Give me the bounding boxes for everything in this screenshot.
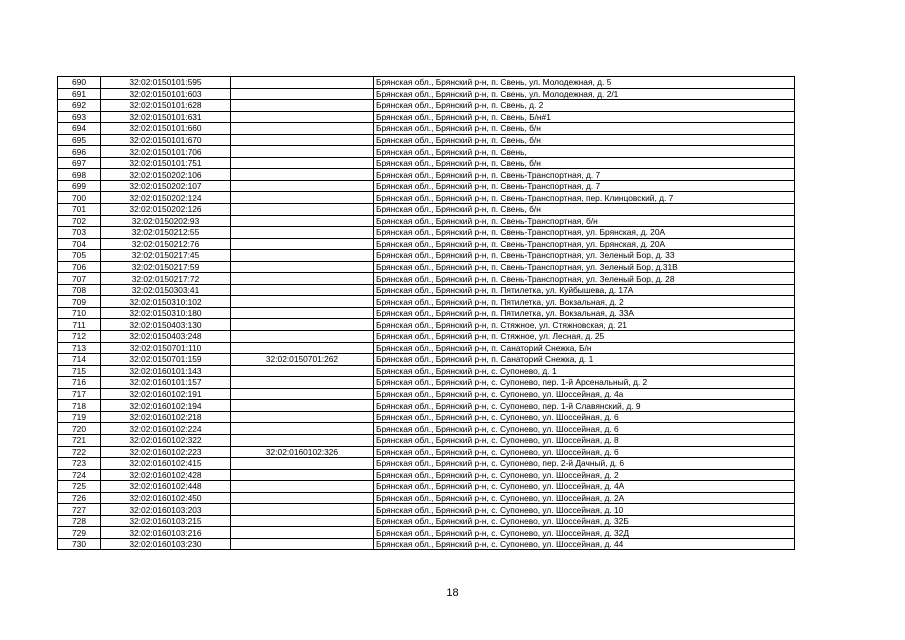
row-number-cell: 714 (58, 354, 101, 366)
table-row (58, 388, 795, 400)
table-row (58, 146, 795, 158)
cadastral-number-cell: 32:02:0150701:110 (101, 342, 231, 354)
table-row (58, 400, 795, 412)
table-row (58, 284, 795, 296)
address-cell: Брянская обл., Брянский р-н, п. Свень-Транспортная, б/н (374, 215, 795, 227)
cadastral-number-cell: 32:02:0150101:751 (101, 157, 231, 169)
table-row (58, 261, 795, 273)
table-row (58, 111, 795, 123)
linked-cadastral-number-cell (231, 307, 374, 319)
linked-cadastral-number-cell (231, 504, 374, 516)
address-cell: Брянская обл., Брянский р-н, п. Санаторий Снежка, д. 1 (374, 354, 795, 366)
cadastral-number-cell: 32:02:0160101:157 (101, 377, 231, 389)
address-cell: Брянская обл., Брянский р-н, с. Супонево, пер. 1-й Славянский, д. 9 (374, 400, 795, 412)
address-cell: Брянская обл., Брянский р-н, п. Свень, б/н (374, 204, 795, 216)
table-row (58, 134, 795, 146)
linked-cadastral-number-cell (231, 134, 374, 146)
row-number-cell: 709 (58, 296, 101, 308)
linked-cadastral-number-cell (231, 377, 374, 389)
linked-cadastral-number-cell (231, 411, 374, 423)
cadastral-number-cell: 32:02:0150101:631 (101, 111, 231, 123)
address-cell: Брянская обл., Брянский р-н, с. Супонево, ул. Шоссейная, д. 8 (374, 434, 795, 446)
row-number-cell: 722 (58, 446, 101, 458)
linked-cadastral-number-cell (231, 157, 374, 169)
table-row (58, 515, 795, 527)
address-cell: Брянская обл., Брянский р-н, п. Свень, Б/н#1 (374, 111, 795, 123)
address-cell: Брянская обл., Брянский р-н, с. Супонево, ул. Шоссейная, д. 2 (374, 469, 795, 481)
table-row (58, 123, 795, 135)
table-row (58, 100, 795, 112)
cadastral-number-cell: 32:02:0150701:159 (101, 354, 231, 366)
row-number-cell: 726 (58, 492, 101, 504)
table-row (58, 215, 795, 227)
row-number-cell: 727 (58, 504, 101, 516)
cadastral-number-cell: 32:02:0150310:102 (101, 296, 231, 308)
table-row (58, 157, 795, 169)
cadastral-number-cell: 32:02:0150403:130 (101, 319, 231, 331)
linked-cadastral-number-cell (231, 146, 374, 158)
address-cell: Брянская обл., Брянский р-н, п. Свень-Транспортная, ул. Зеленый Бор, д.31В (374, 261, 795, 273)
linked-cadastral-number-cell (231, 423, 374, 435)
cadastral-number-cell: 32:02:0160102:191 (101, 388, 231, 400)
cadastral-number-cell: 32:02:0150101:603 (101, 88, 231, 100)
row-number-cell: 725 (58, 481, 101, 493)
row-number-cell: 712 (58, 331, 101, 343)
cadastral-number-cell: 32:02:0150202:124 (101, 192, 231, 204)
address-cell: Брянская обл., Брянский р-н, с. Супонево, пер. 1-й Арсенальный, д. 2 (374, 377, 795, 389)
row-number-cell: 696 (58, 146, 101, 158)
linked-cadastral-number-cell (231, 204, 374, 216)
row-number-cell: 705 (58, 250, 101, 262)
address-cell: Брянская обл., Брянский р-н, с. Супонево, ул. Шоссейная, д. 10 (374, 504, 795, 516)
linked-cadastral-number-cell (231, 538, 374, 550)
cadastral-number-cell: 32:02:0160102:415 (101, 458, 231, 470)
address-cell: Брянская обл., Брянский р-н, с. Супонево, ул. Шоссейная, д. 6 (374, 423, 795, 435)
table-row (58, 250, 795, 262)
address-cell: Брянская обл., Брянский р-н, с. Супонево, ул. Шоссейная, д. 32Б (374, 515, 795, 527)
linked-cadastral-number-cell (231, 469, 374, 481)
cadastral-number-cell: 32:02:0150403:248 (101, 331, 231, 343)
row-number-cell: 721 (58, 434, 101, 446)
table-row (58, 446, 795, 458)
table-row (58, 492, 795, 504)
linked-cadastral-number-cell (231, 273, 374, 285)
row-number-cell: 695 (58, 134, 101, 146)
linked-cadastral-number-cell (231, 388, 374, 400)
address-cell: Брянская обл., Брянский р-н, п. Свень, ул. Молодежная, д. 2/1 (374, 88, 795, 100)
page-number: 18 (446, 587, 459, 599)
cadastral-number-cell: 32:02:0160102:322 (101, 434, 231, 446)
linked-cadastral-number-cell (231, 284, 374, 296)
cadastral-number-cell: 32:02:0160102:224 (101, 423, 231, 435)
address-cell: Брянская обл., Брянский р-н, п. Свень, б/н (374, 123, 795, 135)
cadastral-number-cell: 32:02:0150217:45 (101, 250, 231, 262)
address-cell: Брянская обл., Брянский р-н, п. Стяжное, ул. Лесная, д. 25 (374, 331, 795, 343)
cadastral-number-cell: 32:02:0150217:72 (101, 273, 231, 285)
linked-cadastral-number-cell: 32:02:0160102:326 (231, 446, 374, 458)
cadastral-number-cell: 32:02:0150101:595 (101, 77, 231, 89)
table-row (58, 538, 795, 550)
linked-cadastral-number-cell (231, 434, 374, 446)
linked-cadastral-number-cell (231, 481, 374, 493)
row-number-cell: 697 (58, 157, 101, 169)
cadastral-number-cell: 32:02:0150310:180 (101, 307, 231, 319)
cadastral-number-cell: 32:02:0150217:59 (101, 261, 231, 273)
cadastral-number-cell: 32:02:0150101:660 (101, 123, 231, 135)
cadastral-number-cell: 32:02:0150202:93 (101, 215, 231, 227)
address-cell: Брянская обл., Брянский р-н, п. Стяжное, ул. Стяжновская, д. 21 (374, 319, 795, 331)
row-number-cell: 730 (58, 538, 101, 550)
address-cell: Брянская обл., Брянский р-н, п. Свень, (374, 146, 795, 158)
linked-cadastral-number-cell (231, 77, 374, 89)
table-row (58, 354, 795, 366)
table-row (58, 319, 795, 331)
table-row (58, 377, 795, 389)
table-row (58, 434, 795, 446)
row-number-cell: 729 (58, 527, 101, 539)
row-number-cell: 704 (58, 238, 101, 250)
row-number-cell: 728 (58, 515, 101, 527)
table-row (58, 169, 795, 181)
address-cell: Брянская обл., Брянский р-н, с. Супонево, ул. Шоссейная, д. 6 (374, 446, 795, 458)
linked-cadastral-number-cell (231, 365, 374, 377)
table-row (58, 296, 795, 308)
table-body (58, 77, 795, 550)
cadastral-number-cell: 32:02:0160102:218 (101, 411, 231, 423)
table-row (58, 469, 795, 481)
row-number-cell: 698 (58, 169, 101, 181)
address-cell: Брянская обл., Брянский р-н, п. Свень-Транспортная, пер. Клинцовский, д. 7 (374, 192, 795, 204)
linked-cadastral-number-cell (231, 296, 374, 308)
linked-cadastral-number-cell (231, 123, 374, 135)
cadastral-number-cell: 32:02:0150101:706 (101, 146, 231, 158)
row-number-cell: 690 (58, 77, 101, 89)
cadastral-number-cell: 32:02:0150212:76 (101, 238, 231, 250)
cadastral-number-cell: 32:02:0150202:107 (101, 180, 231, 192)
row-number-cell: 711 (58, 319, 101, 331)
linked-cadastral-number-cell (231, 238, 374, 250)
linked-cadastral-number-cell (231, 169, 374, 181)
cadastral-number-cell: 32:02:0160103:230 (101, 538, 231, 550)
linked-cadastral-number-cell (231, 261, 374, 273)
address-cell: Брянская обл., Брянский р-н, п. Свень, б/н (374, 157, 795, 169)
table-row (58, 411, 795, 423)
linked-cadastral-number-cell (231, 331, 374, 343)
linked-cadastral-number-cell (231, 492, 374, 504)
linked-cadastral-number-cell (231, 192, 374, 204)
cadastral-number-cell: 32:02:0160102:223 (101, 446, 231, 458)
address-cell: Брянская обл., Брянский р-н, с. Супонево, д. 1 (374, 365, 795, 377)
linked-cadastral-number-cell (231, 215, 374, 227)
table-row (58, 527, 795, 539)
table-row (58, 88, 795, 100)
linked-cadastral-number-cell (231, 458, 374, 470)
table-row (58, 504, 795, 516)
cadastral-number-cell: 32:02:0150212:55 (101, 227, 231, 239)
row-number-cell: 694 (58, 123, 101, 135)
row-number-cell: 708 (58, 284, 101, 296)
linked-cadastral-number-cell (231, 342, 374, 354)
row-number-cell: 701 (58, 204, 101, 216)
cadastral-number-cell: 32:02:0160102:428 (101, 469, 231, 481)
address-cell: Брянская обл., Брянский р-н, п. Свень, ул. Молодежная, д. 5 (374, 77, 795, 89)
row-number-cell: 723 (58, 458, 101, 470)
table-row (58, 180, 795, 192)
row-number-cell: 719 (58, 411, 101, 423)
address-cell: Брянская обл., Брянский р-н, п. Свень-Транспортная, ул. Брянская, д. 20А (374, 238, 795, 250)
row-number-cell: 706 (58, 261, 101, 273)
address-cell: Брянская обл., Брянский р-н, с. Супонево, ул. Шоссейная, д. 2А (374, 492, 795, 504)
table-row (58, 204, 795, 216)
linked-cadastral-number-cell (231, 100, 374, 112)
linked-cadastral-number-cell (231, 250, 374, 262)
address-cell: Брянская обл., Брянский р-н, п. Свень-Транспортная, д. 7 (374, 169, 795, 181)
table-row (58, 238, 795, 250)
address-cell: Брянская обл., Брянский р-н, с. Супонево, ул. Шоссейная, д. 32Д (374, 527, 795, 539)
row-number-cell: 702 (58, 215, 101, 227)
row-number-cell: 713 (58, 342, 101, 354)
address-cell: Брянская обл., Брянский р-н, с. Супонево, ул. Шоссейная, д. 6 (374, 411, 795, 423)
cadastral-number-cell: 32:02:0160102:450 (101, 492, 231, 504)
row-number-cell: 707 (58, 273, 101, 285)
row-number-cell: 693 (58, 111, 101, 123)
address-cell: Брянская обл., Брянский р-н, с. Супонево, ул. Шоссейная, д. 44 (374, 538, 795, 550)
address-cell: Брянская обл., Брянский р-н, п. Пятилетка, ул. Вокзальная, д. 33А (374, 307, 795, 319)
cadastral-number-cell: 32:02:0150101:628 (101, 100, 231, 112)
cadastral-number-cell: 32:02:0160103:215 (101, 515, 231, 527)
table-row (58, 307, 795, 319)
address-cell: Брянская обл., Брянский р-н, п. Свень-Транспортная, д. 7 (374, 180, 795, 192)
table-row (58, 331, 795, 343)
linked-cadastral-number-cell (231, 111, 374, 123)
linked-cadastral-number-cell (231, 400, 374, 412)
cadastral-number-cell: 32:02:0150202:126 (101, 204, 231, 216)
cadastral-number-cell: 32:02:0150303:41 (101, 284, 231, 296)
table-row (58, 365, 795, 377)
address-cell: Брянская обл., Брянский р-н, п. Свень, б/н (374, 134, 795, 146)
row-number-cell: 716 (58, 377, 101, 389)
table-row (58, 423, 795, 435)
linked-cadastral-number-cell (231, 319, 374, 331)
row-number-cell: 724 (58, 469, 101, 481)
row-number-cell: 715 (58, 365, 101, 377)
row-number-cell: 699 (58, 180, 101, 192)
address-cell: Брянская обл., Брянский р-н, с. Супонево, ул. Шоссейная, д. 4а (374, 388, 795, 400)
cadastral-number-cell: 32:02:0160101:143 (101, 365, 231, 377)
linked-cadastral-number-cell (231, 527, 374, 539)
row-number-cell: 691 (58, 88, 101, 100)
row-number-cell: 710 (58, 307, 101, 319)
cadastral-number-cell: 32:02:0160102:448 (101, 481, 231, 493)
table-row (58, 192, 795, 204)
table-row (58, 458, 795, 470)
address-cell: Брянская обл., Брянский р-н, п. Свень-Транспортная, ул. Зеленый Бор, д. 33 (374, 250, 795, 262)
address-cell: Брянская обл., Брянский р-н, с. Супонево, пер. 2-й Дачный, д. 6 (374, 458, 795, 470)
table-row (58, 481, 795, 493)
row-number-cell: 720 (58, 423, 101, 435)
cadastral-table (57, 76, 795, 550)
address-cell: Брянская обл., Брянский р-н, п. Свень, д. 2 (374, 100, 795, 112)
cadastral-number-cell: 32:02:0160103:216 (101, 527, 231, 539)
table-row (58, 273, 795, 285)
address-cell: Брянская обл., Брянский р-н, п. Пятилетка, ул. Куйбышева, д. 17А (374, 284, 795, 296)
linked-cadastral-number-cell (231, 180, 374, 192)
row-number-cell: 703 (58, 227, 101, 239)
linked-cadastral-number-cell (231, 88, 374, 100)
row-number-cell: 692 (58, 100, 101, 112)
address-cell: Брянская обл., Брянский р-н, п. Санаторий Снежка, Б/н (374, 342, 795, 354)
row-number-cell: 700 (58, 192, 101, 204)
table-row (58, 227, 795, 239)
cadastral-number-cell: 32:02:0150202:106 (101, 169, 231, 181)
row-number-cell: 717 (58, 388, 101, 400)
cadastral-number-cell: 32:02:0150101:670 (101, 134, 231, 146)
row-number-cell: 718 (58, 400, 101, 412)
linked-cadastral-number-cell (231, 515, 374, 527)
table-row (58, 77, 795, 89)
address-cell: Брянская обл., Брянский р-н, с. Супонево, ул. Шоссейная, д. 4А (374, 481, 795, 493)
cadastral-number-cell: 32:02:0160102:194 (101, 400, 231, 412)
address-cell: Брянская обл., Брянский р-н, п. Свень-Транспортная, ул. Брянская, д. 20А (374, 227, 795, 239)
address-cell: Брянская обл., Брянский р-н, п. Пятилетка, ул. Вокзальная, д. 2 (374, 296, 795, 308)
table-row (58, 342, 795, 354)
linked-cadastral-number-cell (231, 227, 374, 239)
cadastral-number-cell: 32:02:0160103:203 (101, 504, 231, 516)
address-cell: Брянская обл., Брянский р-н, п. Свень-Транспортная, ул. Зеленый Бор, д. 28 (374, 273, 795, 285)
linked-cadastral-number-cell: 32:02:0150701:262 (231, 354, 374, 366)
